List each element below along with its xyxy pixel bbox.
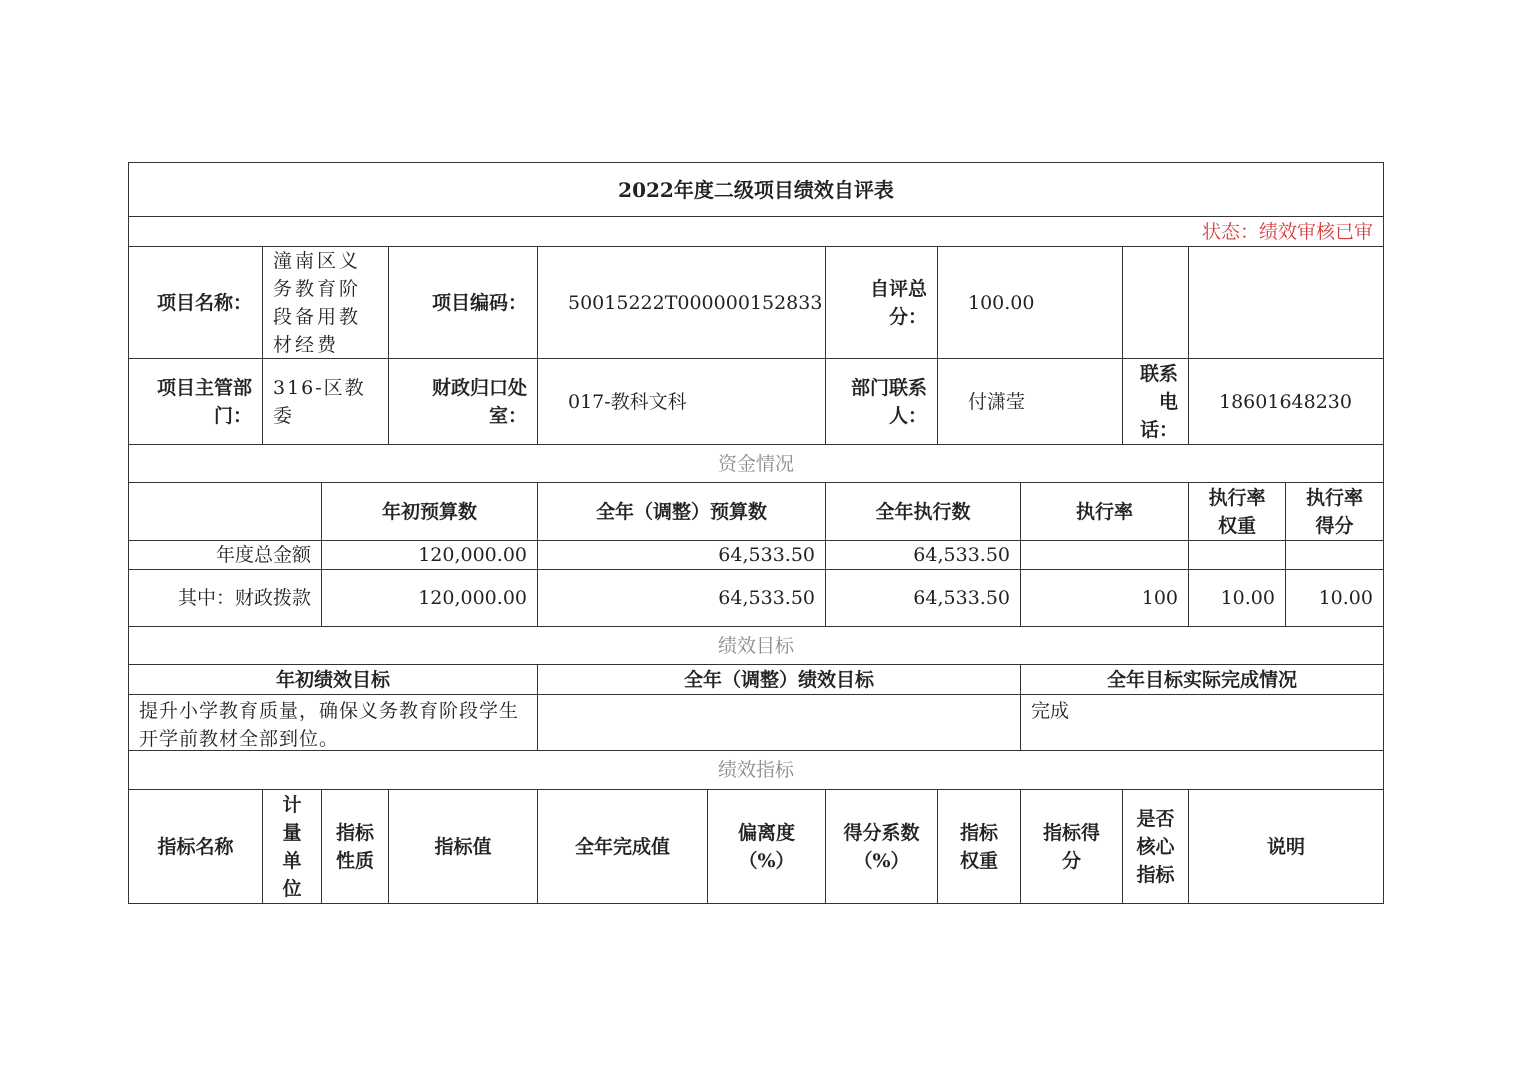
- score-value: 100.00: [937, 246, 1123, 359]
- funds-row-score: 10.00: [1285, 569, 1384, 627]
- project-code-value: 50015222T000000152833: [537, 246, 826, 359]
- dept-label: 项目主管部门：: [128, 358, 263, 445]
- funds-header-adjusted: 全年（调整）预算数: [537, 482, 826, 541]
- funds-header-score: 执行率得分: [1285, 482, 1384, 541]
- contact-value: 付潇莹: [937, 358, 1123, 445]
- ind-header-unit: 计量单位: [262, 789, 322, 904]
- funds-row-weight: 10.00: [1188, 569, 1286, 627]
- dept-value: 316-区教委: [262, 358, 389, 445]
- ind-header-completed: 全年完成值: [537, 789, 708, 904]
- project-name-value: 潼南区义务教育阶段备用教材经费: [262, 246, 389, 359]
- funds-header-rate: 执行率: [1020, 482, 1189, 541]
- empty-cell: [1188, 246, 1384, 359]
- funds-row-score: [1285, 540, 1384, 570]
- funds-header-executed: 全年执行数: [825, 482, 1021, 541]
- finance-office-label: 财政归口处室：: [388, 358, 538, 445]
- performance-self-evaluation-table: [128, 162, 1384, 904]
- project-code-label: 项目编码：: [388, 246, 538, 359]
- goals-initial-text: 提升小学教育质量，确保义务教育阶段学生开学前教材全部到位。: [128, 694, 538, 751]
- funds-row-adjusted: 64,533.50: [537, 569, 826, 627]
- funds-header-blank: [128, 482, 322, 541]
- finance-office-value: 017-教科文科: [537, 358, 826, 445]
- ind-header-score: 指标得分: [1020, 789, 1123, 904]
- funds-row-rate: 100: [1020, 569, 1189, 627]
- funds-header-weight: 执行率权重: [1188, 482, 1286, 541]
- ind-header-note: 说明: [1188, 789, 1384, 904]
- score-label: 自评总分：: [825, 246, 938, 359]
- ind-header-deviation: 偏离度（%）: [707, 789, 826, 904]
- goals-header-initial: 年初绩效目标: [128, 664, 538, 695]
- table-title: 2022年度二级项目绩效自评表: [128, 162, 1384, 217]
- funds-row-weight: [1188, 540, 1286, 570]
- funds-section-title: 资金情况: [128, 444, 1384, 483]
- goals-header-adjusted: 全年（调整）绩效目标: [537, 664, 1021, 695]
- ind-header-value: 指标值: [388, 789, 538, 904]
- contact-label: 部门联系人：: [825, 358, 938, 445]
- funds-header-initial: 年初预算数: [321, 482, 538, 541]
- ind-header-nature: 指标性质: [321, 789, 389, 904]
- funds-row-executed: 64,533.50: [825, 569, 1021, 627]
- funds-row-label: 年度总金额: [128, 540, 322, 570]
- empty-cell: [1122, 246, 1189, 359]
- goals-actual-text: 完成: [1020, 694, 1384, 751]
- phone-value: 18601648230: [1188, 358, 1384, 445]
- project-name-label: 项目名称：: [128, 246, 263, 359]
- indicators-section-title: 绩效指标: [128, 750, 1384, 790]
- funds-row-label: 其中：财政拨款: [128, 569, 322, 627]
- funds-row-executed: 64,533.50: [825, 540, 1021, 570]
- ind-header-core: 是否核心指标: [1122, 789, 1189, 904]
- goals-header-actual: 全年目标实际完成情况: [1020, 664, 1384, 695]
- ind-header-weight: 指标权重: [937, 789, 1021, 904]
- funds-row-adjusted: 64,533.50: [537, 540, 826, 570]
- goals-section-title: 绩效目标: [128, 626, 1384, 665]
- phone-label: 联系电话：: [1122, 358, 1189, 445]
- funds-row-initial: 120,000.00: [321, 540, 538, 570]
- goals-adjusted-text: [537, 694, 1021, 751]
- ind-header-name: 指标名称: [128, 789, 263, 904]
- ind-header-coefficient: 得分系数（%）: [825, 789, 938, 904]
- funds-row-initial: 120,000.00: [321, 569, 538, 627]
- status-label: 状态：绩效审核已审: [128, 216, 1384, 247]
- funds-row-rate: [1020, 540, 1189, 570]
